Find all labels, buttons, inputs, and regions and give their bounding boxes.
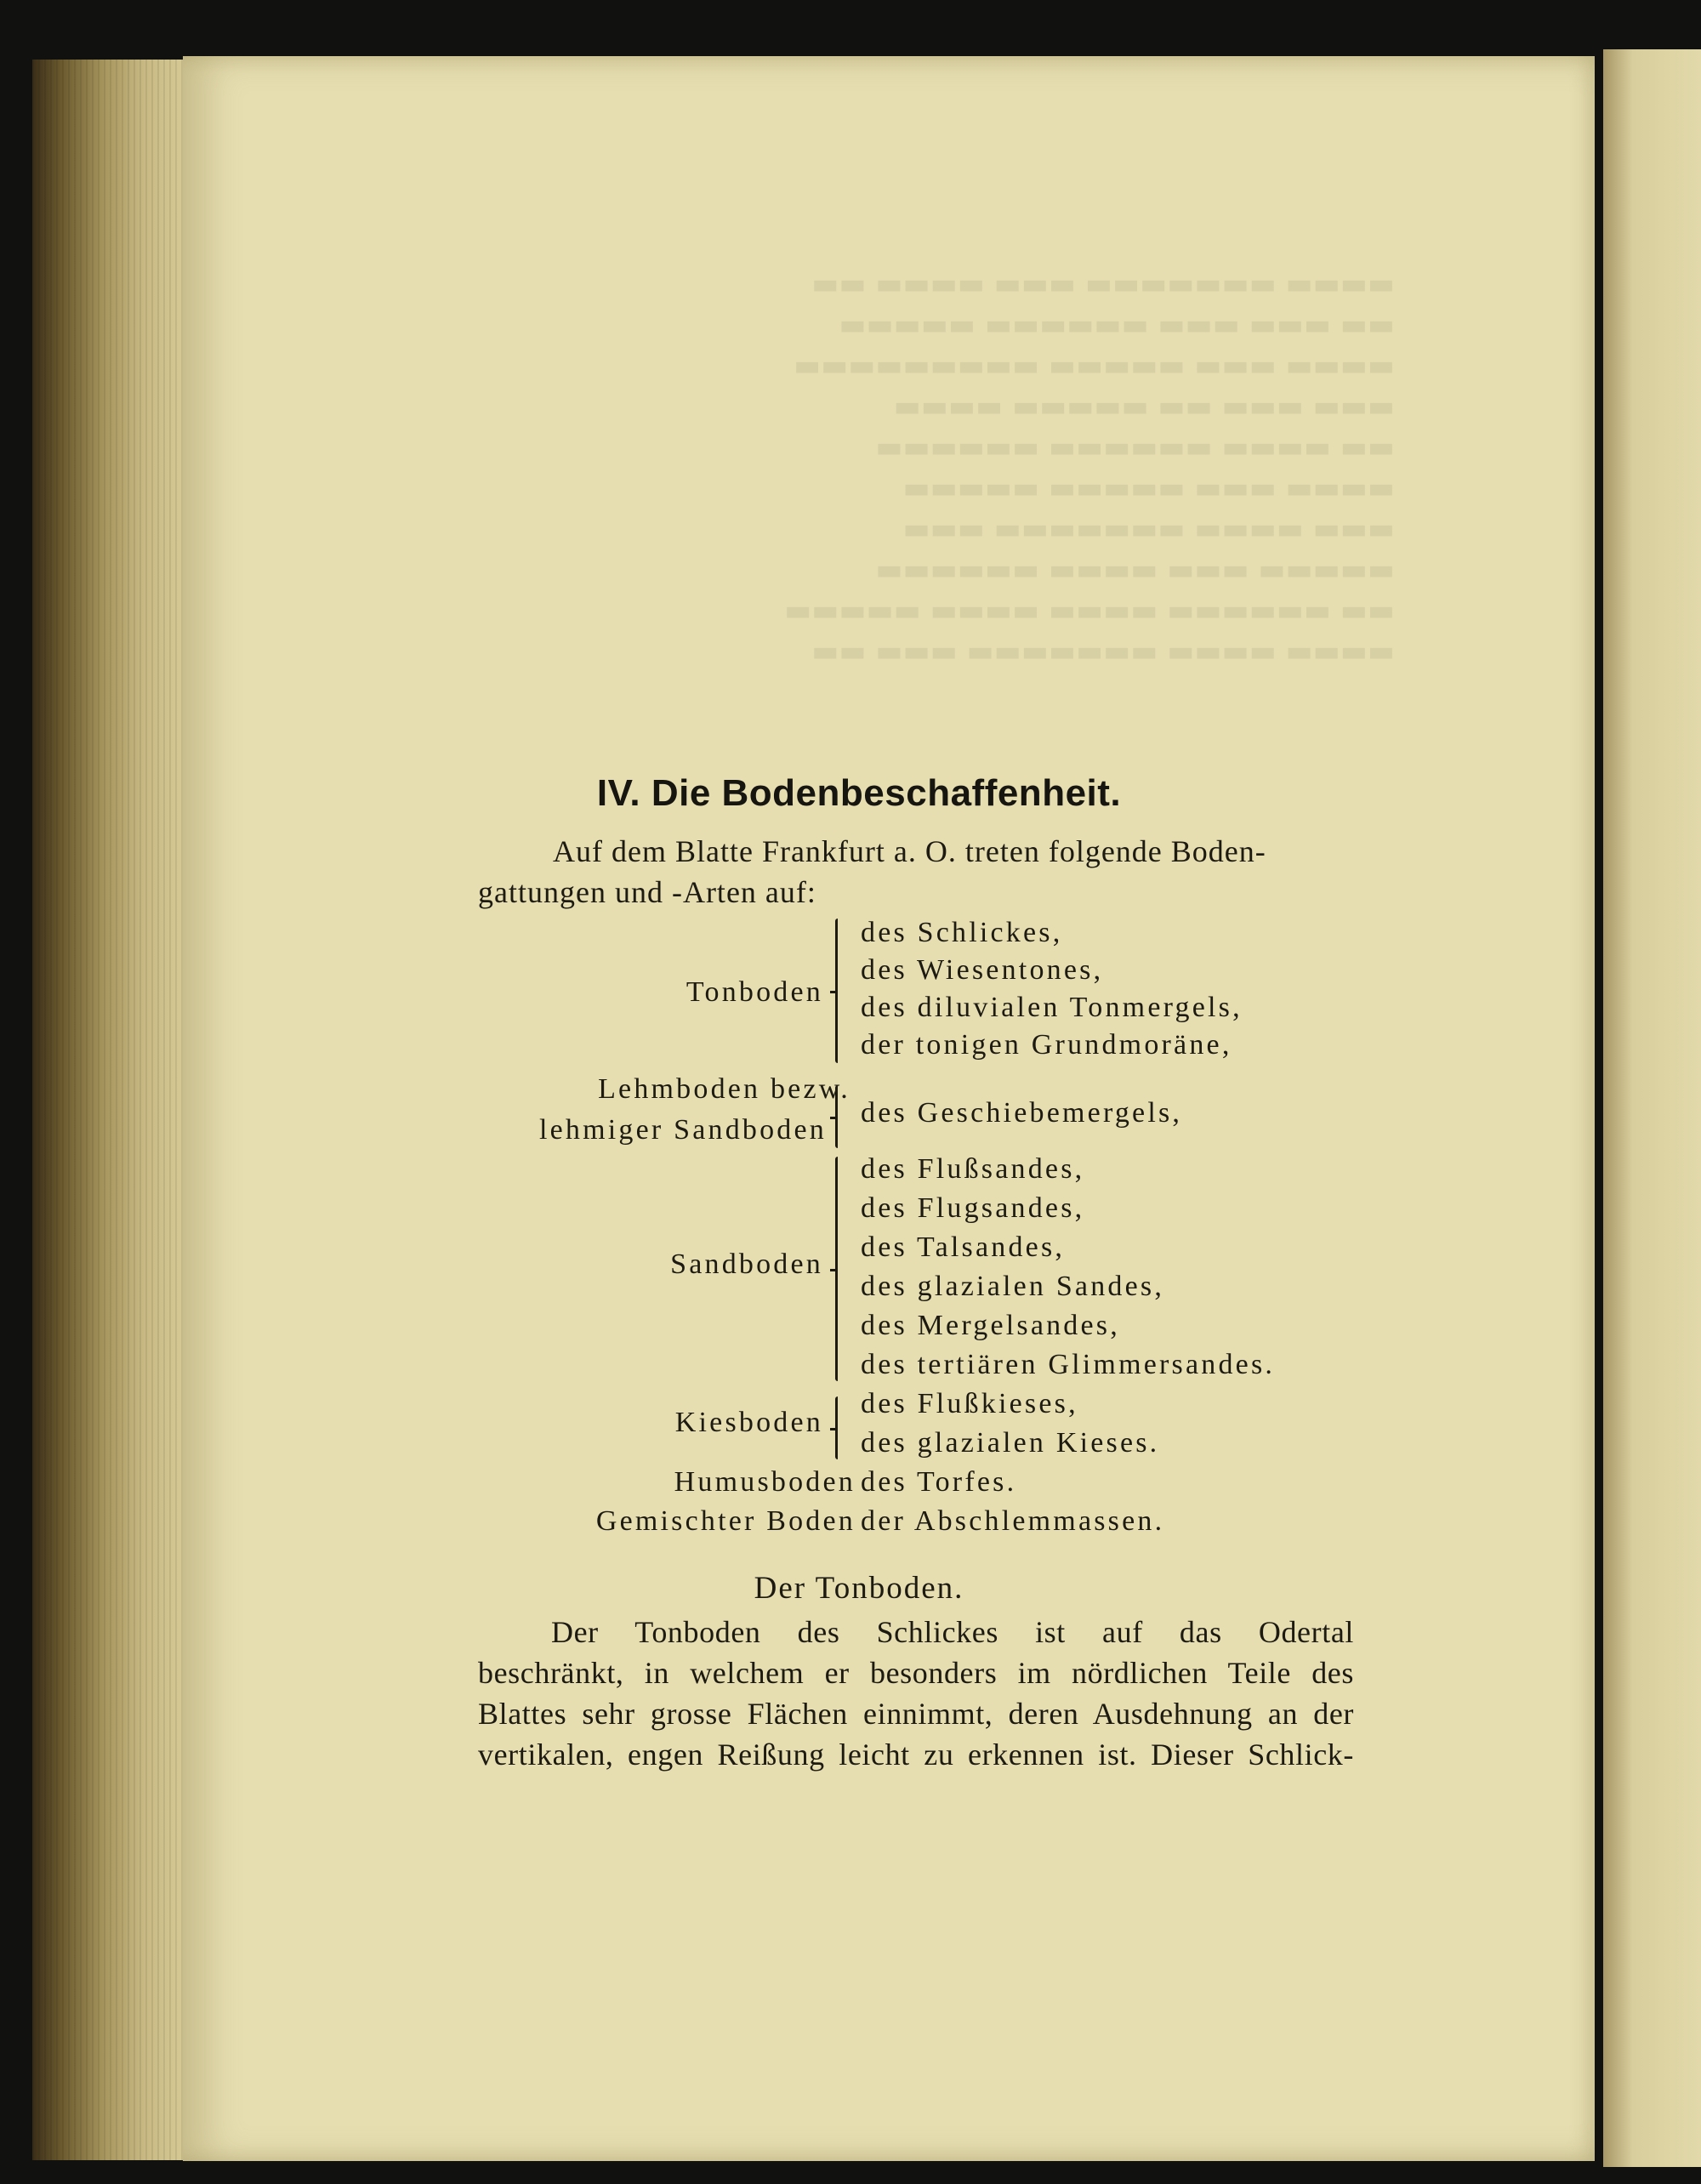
sandboden-item: des tertiären Glimmersandes. [861,1349,1276,1380]
sandboden-item: des Flußsandes, [861,1153,1085,1185]
intro-line-2: gattungen und -Arten auf: [478,875,816,909]
tonboden-item: der tonigen Grundmoräne, [861,1029,1232,1061]
kiesboden-brace [835,1396,838,1459]
humusboden-label: Humusboden [674,1466,856,1498]
tonboden-item: des Wiesentones, [861,954,1104,986]
gemischter-boden-item: der Abschlemmassen. [861,1505,1165,1537]
kiesboden-label: Kiesboden [674,1407,823,1438]
gemischter-boden-label: Gemischter Boden [595,1505,856,1537]
sandboden-label: Sandboden [670,1248,823,1280]
kiesboden-item: des glazialen Kieses. [861,1427,1160,1459]
sandboden-item: des glazialen Sandes, [861,1271,1165,1302]
humusboden-item: des Torfes. [861,1466,1017,1498]
sandboden-item: des Flugsandes, [861,1192,1085,1224]
book-page-edges [32,60,194,2160]
sandboden-item: des Mergelsandes, [861,1310,1120,1341]
sandboden-brace [835,1157,838,1381]
tonboden-item: des diluvialen Tonmergels, [861,992,1243,1023]
intro-line-1: Auf dem Blatte Frankfurt a. O. treten folgende Boden- [553,834,1266,868]
chapter-heading: IV. Die Bodenbeschaffenheit. [596,772,1122,814]
lehmboden-brace [835,1085,838,1148]
lehmboden-label-line-2: lehmiger Sandboden [538,1114,827,1146]
body-line-4: vertikalen, engen Reißung leicht zu erkennen ist. Dieser Schlick- [478,1738,1354,1772]
facing-page-edge [1603,49,1701,2167]
show-through-texture: ▬▬▬▬ ▬▬▬▬▬▬▬ ▬▬▬ ▬▬▬▬ ▬▬ ▬▬ ▬▬▬ ▬▬▬ ▬▬▬▬▬▬ ▬▬▬▬▬ ▬▬▬▬ ▬▬▬ ▬▬▬▬▬ ▬▬▬▬▬▬▬▬▬ ▬▬▬ ▬▬▬ ▬▬ ▬▬▬▬▬ ▬▬▬▬ ▬▬ ▬▬▬▬ ▬▬▬▬▬▬ ▬▬▬▬▬▬ ▬▬▬▬ ▬▬▬ ▬▬▬▬▬ ▬▬▬▬▬ ▬▬▬ ▬▬▬▬ ▬▬▬▬▬▬▬ ▬▬▬ ▬▬▬▬▬ ▬▬▬ ▬▬▬▬ ▬▬▬▬▬▬ ▬▬ ▬▬▬▬▬▬ ▬▬▬▬ ▬▬▬▬ ▬▬▬▬▬ ▬▬▬▬ ▬▬▬▬ ▬▬▬▬▬▬▬ ▬▬▬ ▬▬ [784,267,1395,668]
tonboden-item: des Schlickes, [861,917,1063,948]
body-line-2: beschränkt, in welchem er besonders im nördlichen Teile des [478,1656,1354,1690]
section-title: Der Tonboden. [754,1571,964,1606]
sandboden-item: des Talsandes, [861,1231,1066,1263]
tonboden-brace [835,919,838,1063]
body-line-3: Blattes sehr grosse Flächen einnimmt, deren Ausdehnung an der [478,1697,1354,1731]
lehmboden-label-line-1: Lehmboden bezw. [598,1073,850,1105]
tonboden-label: Tonboden [686,976,823,1008]
body-line-1: Der Tonboden des Schlickes ist auf das Odertal [551,1615,1354,1649]
kiesboden-item: des Flußkieses, [861,1388,1078,1419]
lehmboden-item: des Geschiebemergels, [861,1097,1183,1129]
